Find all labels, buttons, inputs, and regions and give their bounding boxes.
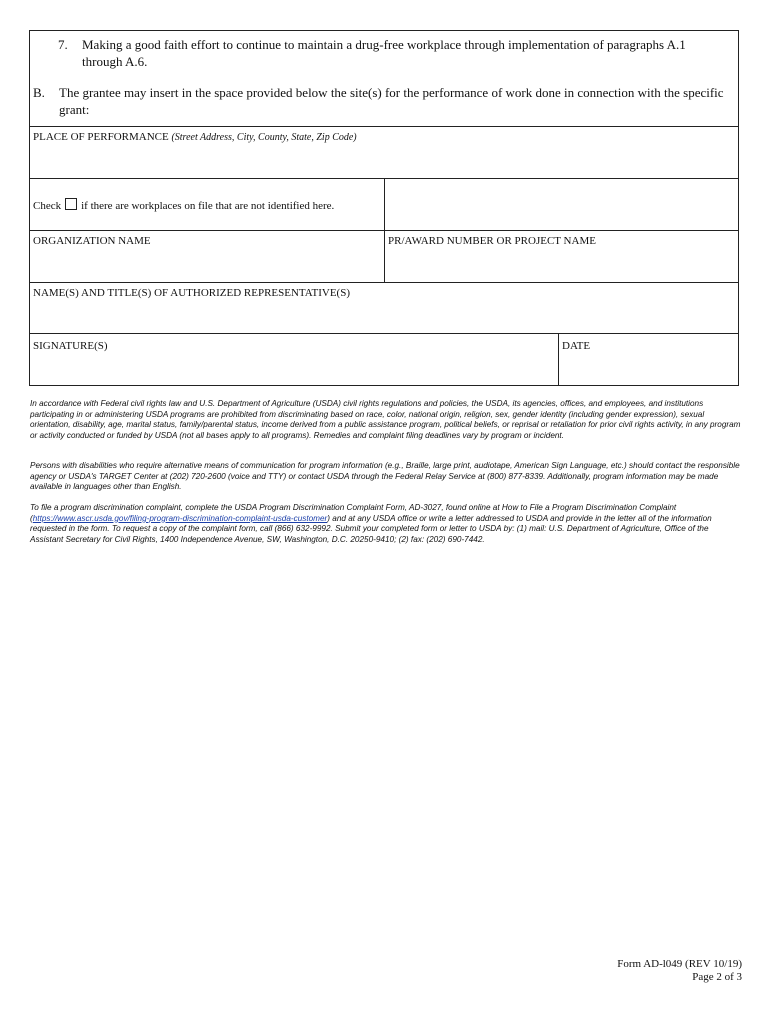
item-b-text: The grantee may insert in the space provided below the site(s) for the performance of work done in connection with the specific grant: — [59, 85, 724, 117]
award-number-label: PR/AWARD NUMBER OR PROJECT NAME — [388, 235, 596, 247]
signatures-field[interactable] — [33, 340, 108, 353]
accessibility-statement: Persons with disabilities who require alternative means of communication for program information (e.g., Braille, large print, audiotape, American Sign Language, etc.) should contact the responsible agency or USDA's TARGET Center at (202) 720-2600 (voice and TTY) or contact USDA through the Federal Relay Service at (800) 877-8339. Additionally, program information may be made available in languages other than English. — [30, 461, 740, 492]
item-b — [33, 84, 733, 118]
complaint-form-link[interactable]: https://www.ascr.usda.gov/filing-program-discrimination-complaint-usda-customer — [32, 513, 328, 523]
nondiscrimination-statement: In accordance with Federal civil rights law and U.S. Department of Agriculture (USDA) civil rights regulations and policies, the USDA, its agencies, offices, and employees, and institutions participating in or administering USDA programs are prohibited from discriminating based on race, color, national origin, religion, sex, gender identity (including gender expression), sexual orientation, disability, age, marital status, family/parental status, income derived from a public assistance program, political beliefs, or reprisal or retaliation for prior civil rights activity, in any program or activity conducted or funded by USDA (not all bases apply to all programs). Remedies and complaint filing deadlines vary by program or incident. — [30, 399, 741, 440]
place-of-performance-label: PLACE OF PERFORMANCE — [33, 131, 169, 143]
page-footer — [617, 958, 742, 984]
form-number: Form AD-l049 (REV 10/19) — [617, 958, 742, 970]
divider — [384, 178, 385, 282]
date-field[interactable] — [562, 340, 590, 353]
grant-form-table — [29, 30, 739, 386]
item-7-number: 7. — [58, 37, 68, 52]
item-7 — [58, 36, 698, 70]
organization-name-field[interactable] — [33, 235, 151, 248]
check-suffix: if there are workplaces on file that are not identified here. — [81, 200, 335, 212]
authorized-representatives-label: NAME(S) AND TITLE(S) OF AUTHORIZED REPRESENTATIVE(S) — [33, 287, 350, 299]
divider — [558, 333, 559, 386]
check-prefix: Check — [33, 200, 62, 212]
place-of-performance-field[interactable] — [33, 131, 357, 144]
date-label: DATE — [562, 340, 591, 352]
page-number: Page 2 of 3 — [692, 971, 742, 983]
divider — [30, 333, 738, 334]
place-of-performance-hint: (Street Address, City, County, State, Zip Code) — [171, 132, 357, 143]
authorized-representatives-field[interactable] — [33, 287, 350, 300]
workplaces-checkbox[interactable] — [65, 198, 77, 210]
workplaces-check-row — [33, 198, 334, 213]
workplaces-right-cell[interactable] — [386, 180, 736, 228]
divider — [30, 126, 738, 127]
item-b-letter: B. — [33, 85, 45, 100]
complaint-statement — [30, 503, 742, 545]
organization-name-label: ORGANIZATION NAME — [33, 235, 151, 247]
award-number-field[interactable] — [388, 235, 596, 248]
complaint-text-before-link: To file a program discrimination complaint, complete the USDA Program Discrimination Complaint Form, AD-3027, found online at How to File a Program Discrimination Complaint ( — [30, 503, 677, 523]
signatures-label: SIGNATURE(S) — [33, 340, 108, 352]
item-7-text: Making a good faith effort to continue to maintain a drug-free workplace through implementation of paragraphs A.1 through A.6. — [82, 37, 686, 69]
complaint-text-after-link: ) and at any USDA office or write a letter addressed to USDA and provide in the letter all of the information requested in the form. To request a copy of the complaint form, call (866) 632-9992. Submit your completed form or letter to USDA by: (1) mail: U.S. Department of Agriculture, Office of the Assistant Secretary for Civil Rights, 1400 Independence Avenue, SW, Washington, D.C. 20250-9410; (2) fax: (202) 690-7442. — [30, 513, 712, 544]
divider — [30, 282, 738, 283]
